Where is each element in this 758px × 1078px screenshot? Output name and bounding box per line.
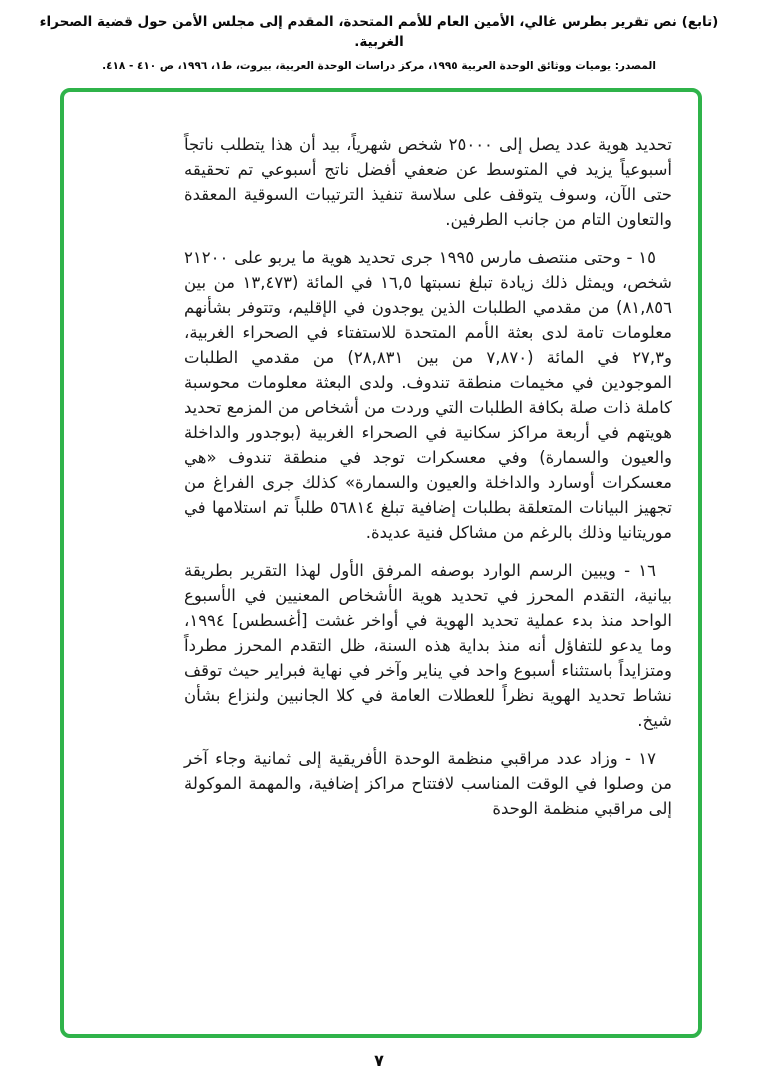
document-header [0,0,758,72]
paragraph-continuation: تحديد هوية عدد يصل إلى ٢٥٠٠٠ شخص شهرياً، بيد أن هذا يتطلب ناتجاً أسبوعياً يزيد في المتوسط عن ضعفي أفضل ناتج أسبوعي تم تحقيقه حتى الآن، وسوف يتوقف على سلاسة تنفيذ الترتيبات السوقية المعقدة والتعاون التام من جانب الطرفين. [184,135,672,229]
paragraph-16: ١٦ - ويبين الرسم الوارد بوصفه المرفق الأول لهذا التقرير بطريقة بيانية، التقدم المحرز في تحديد هوية الأشخاص المعنيين في الأسبوع الواحد منذ بدء عملية تحديد الهوية في أواخر غشت [أغسطس] ١٩٩٤، وما يدعو للتفاؤل أنه منذ بداية هذه السنة، ظل التقدم المحرز مطرداً ومتزايداً باستثناء أسبوع واحد في يناير وآخر في نهاية فبراير حيث توقف نشاط تحديد الهوية نظراً للعطلات العامة في كلا الجانبين ولنزاع بشأن شيخ. [184,561,672,730]
source-citation-line: المصدر: يوميات ووثائق الوحدة العربية ١٩٩٥، مركز دراسات الوحدة العربية، بيروت، ط١، ١٩٩٦، ص ٤١٠ - ٤١٨. [102,59,656,72]
paragraph-17: ١٧ - وزاد عدد مراقبي منظمة الوحدة الأفريقية إلى ثمانية وجاء آخر من وصلوا في الوقت المناسب لافتتاح مراكز إضافية، والمهمة الموكولة إلى مراقبي منظمة الوحدة [184,749,672,818]
document-title: (تابع) نص تقرير بطرس غالي، الأمين العام للأمم المتحدة، المقدم إلى مجلس الأمن حول قضية الصحراء الغربية. [39,14,719,51]
paragraph-15: ١٥ - وحتى منتصف مارس ١٩٩٥ جرى تحديد هوية ما يربو على ٢١٢٠٠ شخص، ويمثل ذلك زيادة تبلغ نسبتها ١٦,٥ في المائة (١٣,٤٧٣ من بين ٨١,٨٥٦) من مقدمي الطلبات الذين يوجدون في الإقليم، وتتوفر بشأنهم معلومات تامة لدى بعثة الأمم المتحدة للاستفتاء في الصحراء الغربية، و٢٧,٣ في المائة (٧,٨٧٠ من بين ٢٨,٨٣١) من مقدمي الطلبات الموجودين في مخيمات منطقة تندوف. ولدى البعثة معلومات محوسبة كاملة ذات صلة بكافة الطلبات التي وردت من أشخاص من المزمع تحديد هويتهم في أربعة مراكز سكانية في الصحراء الغربية (بوجدور والداخلة والعيون والسمارة) وفي معسكرات توجد في منطقة تندوف «هي معسكرات أوسارد والداخلة والعيون والسمارة» كذلك جرى الفراغ من تجهيز البيانات المتعلقة بطلبات إضافية تبلغ ٥٦٨١٤ طلباً تم استلامها في موريتانيا وذلك بالرغم من مشاكل فنية عديدة. [184,248,672,542]
page-number: ٧ [374,1051,384,1070]
text-frame [60,88,702,1038]
body-text-column [184,132,672,834]
